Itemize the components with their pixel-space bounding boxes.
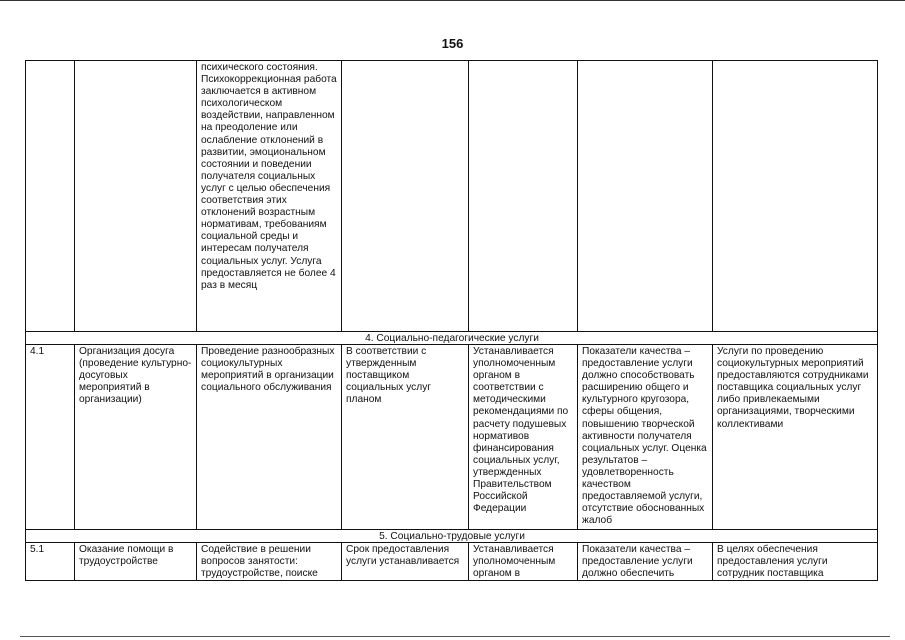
cell-content: психического состояния. Психокоррекционная работа заключается в активном психологическом воздействии, направленном на преодоление или ослабление отклонений в развитии, эмоциональном состоянии и поведении получателя социальных услуг с целью обеспечения соответствия этих отклонений возрастным нормативам, требованиям социальной среды и интересам получателя социальных услуг. Услуга предоставляется не более 4 раз в месяц xyxy=(197,61,342,332)
service-conditions: Услуги по проведению социокультурных мероприятий предоставляются сотрудниками поставщика социальных услуг либо привлекаемыми организациями, творческими коллективами xyxy=(713,345,878,530)
service-number: 4.1 xyxy=(26,345,75,530)
cell-num xyxy=(26,61,75,332)
cell-conditions xyxy=(713,61,878,332)
top-scan-line xyxy=(0,0,905,1)
service-conditions: В целях обеспечения предоставления услуги сотрудник поставщика xyxy=(713,543,878,581)
service-name: Оказание помощи в трудоустройстве xyxy=(75,543,197,581)
service-quality: Показатели качества – предоставление услуги должно обеспечить xyxy=(578,543,713,581)
continuation-row xyxy=(26,61,878,332)
cell-term xyxy=(342,61,469,332)
cell-norm xyxy=(469,61,578,332)
table-row xyxy=(26,543,878,581)
cell-quality xyxy=(578,61,713,332)
cell-name xyxy=(75,61,197,332)
service-content: Проведение разнообразных социокультурных мероприятий в организации социального обслуживания xyxy=(197,345,342,530)
service-name: Организация досуга (проведение культурно-досуговых мероприятий в организации) xyxy=(75,345,197,530)
table-row xyxy=(26,345,878,530)
service-norm: Устанавливается уполномоченным органом в xyxy=(469,543,578,581)
service-content: Содействие в решении вопросов занятости: трудоустройстве, поиске xyxy=(197,543,342,581)
service-term: Срок предоставления услуги устанавливается xyxy=(342,543,469,581)
bottom-scan-line xyxy=(20,636,890,637)
service-term: В соответствии с утвержденным поставщиком социальных услуг планом xyxy=(342,345,469,530)
service-norm: Устанавливается уполномоченным органом в соответствии с методическими рекомендациями по расчету подушевых нормативов финансирования социальных услуг, утвержденных Правительством Российской Федерации xyxy=(469,345,578,530)
section-header-row xyxy=(26,530,878,543)
service-number: 5.1 xyxy=(26,543,75,581)
section-title: 4. Социально-педагогические услуги xyxy=(26,332,878,345)
services-table xyxy=(25,60,878,581)
service-quality: Показатели качества – предоставление услуги должно способствовать расширению общего и культурного кругозора, сферы общения, повышению творческой активности получателя социальных услуг. Оценка результатов – удовлетворенность качеством предоставляемой услуги, отсутствие обоснованных жалоб xyxy=(578,345,713,530)
page-number: 156 xyxy=(441,36,464,51)
section-header-row xyxy=(26,332,878,345)
section-title: 5. Социально-трудовые услуги xyxy=(26,530,878,543)
